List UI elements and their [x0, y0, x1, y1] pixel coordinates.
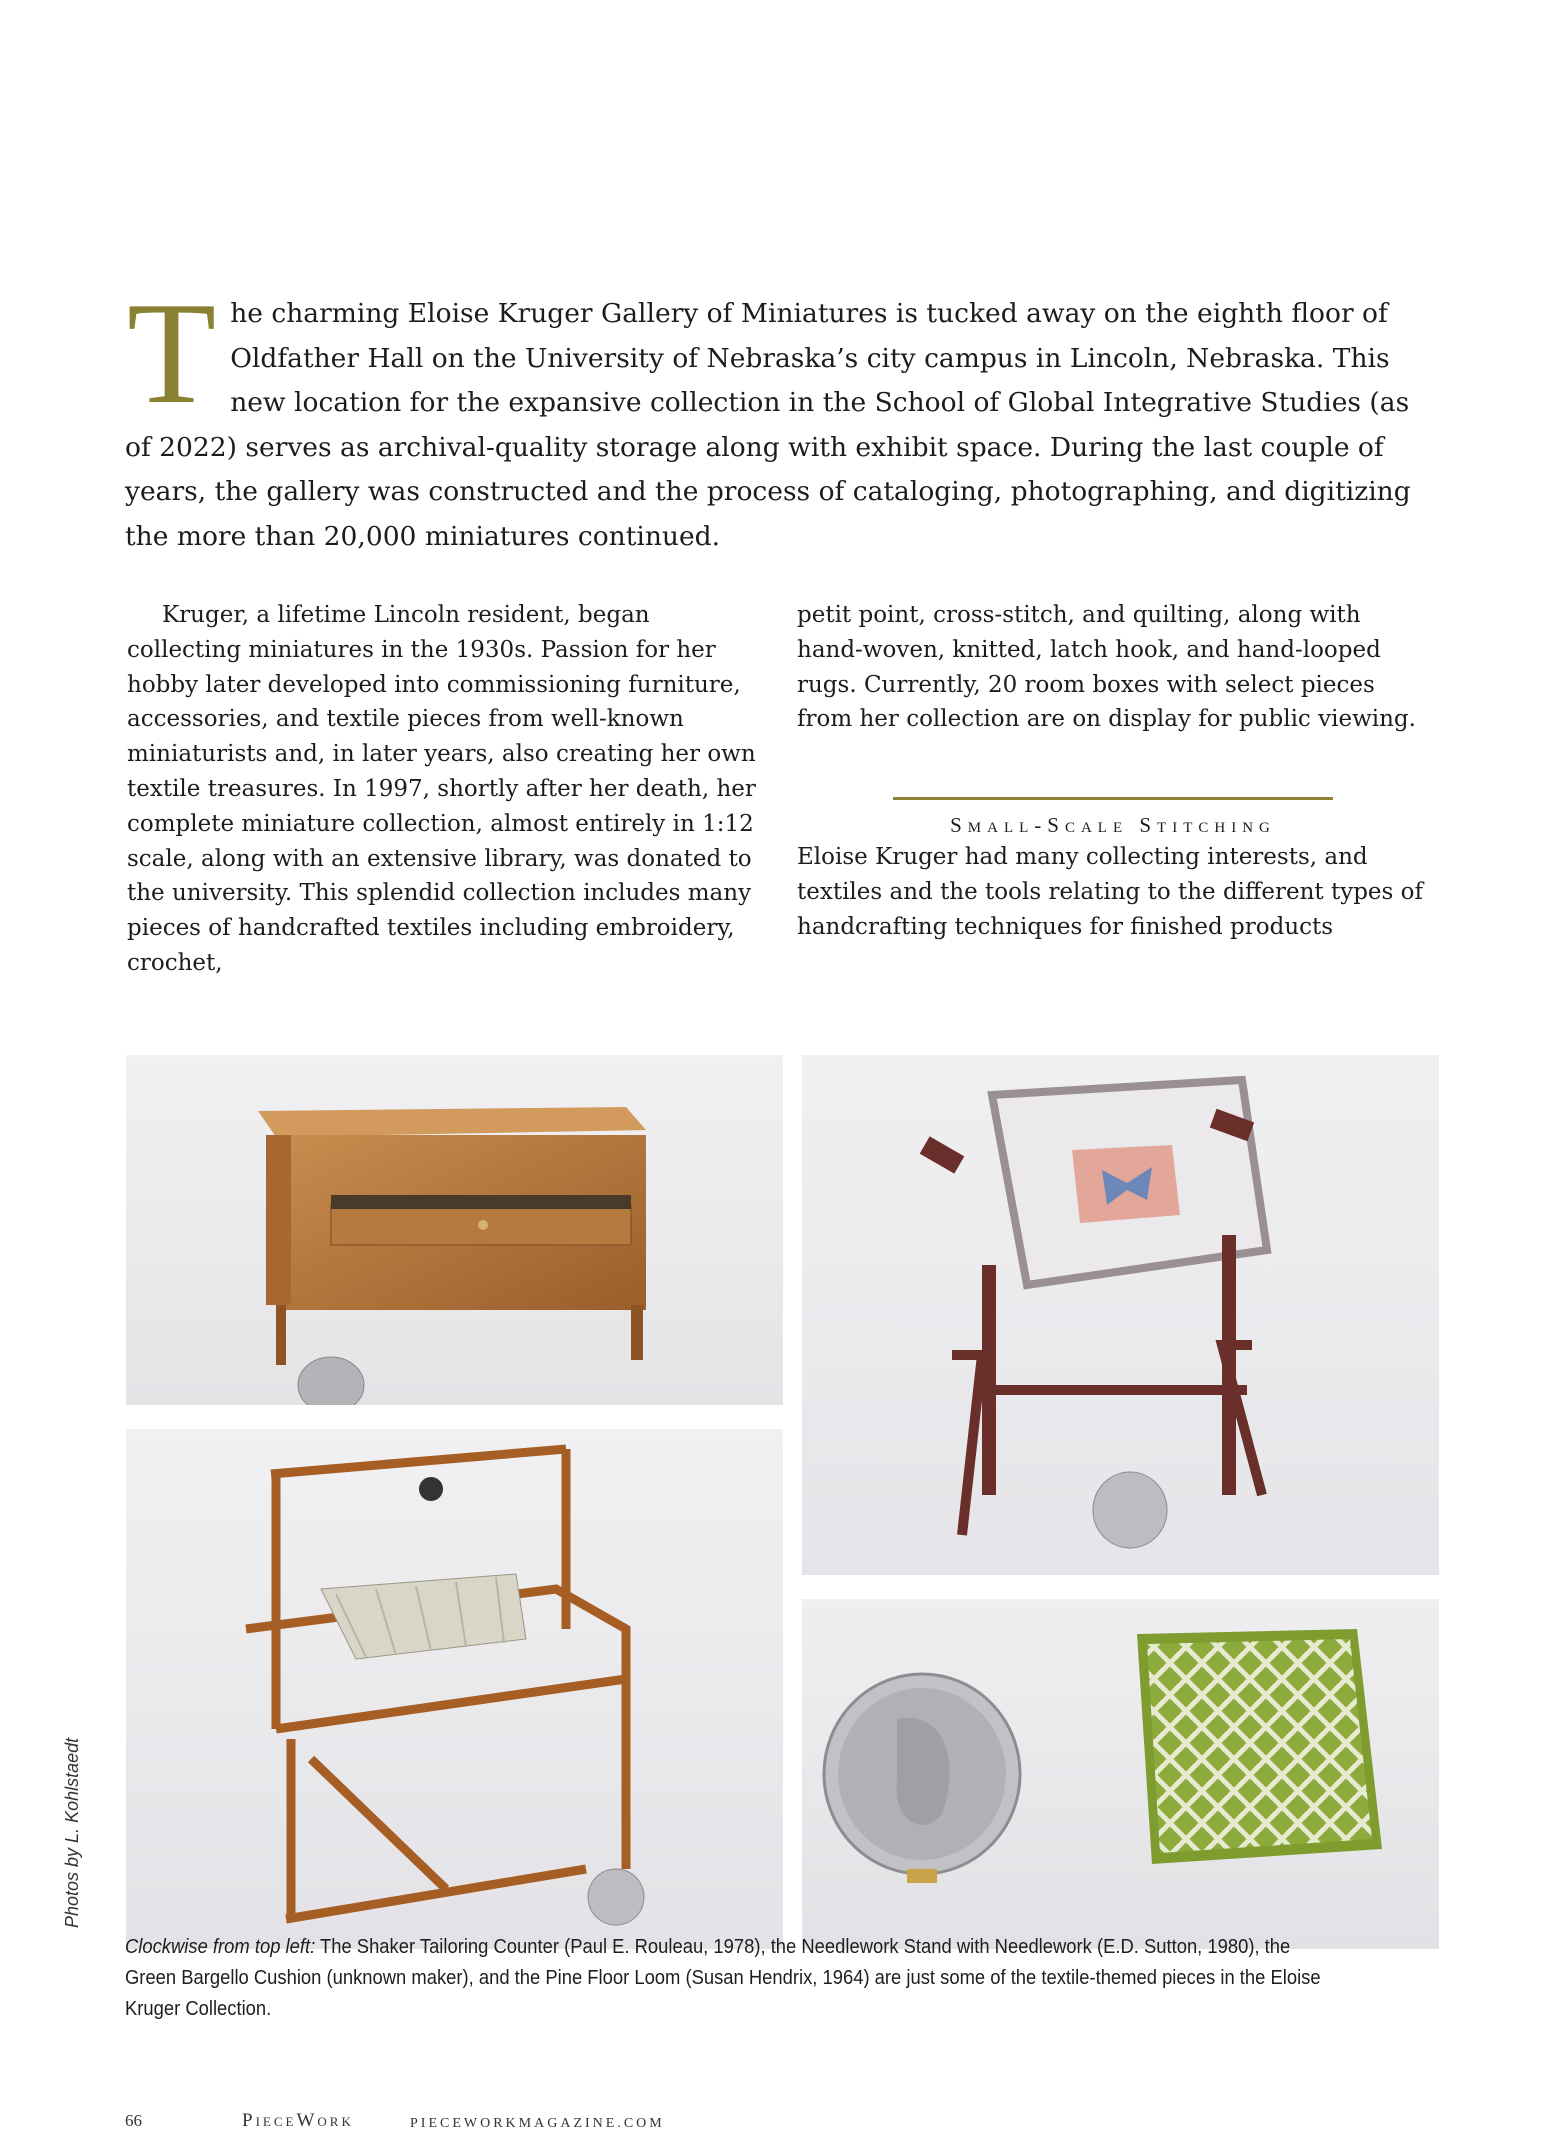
page-number: 66: [125, 2111, 142, 2130]
caption-lead: Clockwise from top left:: [125, 1936, 316, 1958]
drop-cap: T: [127, 272, 217, 434]
section-rule: [893, 797, 1333, 800]
photo-shaker-tailoring-counter: [126, 1055, 783, 1405]
section-subhead: Small-Scale Stitching: [950, 813, 1276, 837]
magazine-url: PIECEWORKMAGAZINE.COM: [410, 2116, 665, 2131]
photo-caption: [125, 1932, 1321, 2025]
body-left-column: Kruger, a lifetime Lincoln resident, began collecting miniatures in the 1930s. Passion for her hobby later developed into commissioning furniture, accessories, and textile pieces from well-known miniaturists and, in later years, also creating her own textile treasures. In 1997, shortly after her death, her complete miniature collection, almost entirely in 1:12 scale, along with an extensive library, was donated to the university. This splendid collection includes many pieces of handcrafted textiles including embroidery, crochet,: [127, 602, 756, 976]
photo-green-bargello-cushion: [802, 1599, 1439, 1949]
photo-pine-floor-loom: [126, 1429, 783, 1949]
intro-text: he charming Eloise Kruger Gallery of Miniatures is tucked away on the eighth floor of Oldfather Hall on the University of Nebraska’s city campus in Lincoln, Nebraska. This new location for the expansive collection in the School of Global Integrative Studies (as of 2022) serves as archival-quality storage along with exhibit space. During the last couple of years, the gallery was constructed and the process of cataloging, photographing, and digitizing the more than 20,000 miniatures continued.: [125, 298, 1411, 552]
body-right-column-bottom: Eloise Kruger had many collecting interests, and textiles and the tools relating to the different types of handcrafting techniques for finished products: [797, 844, 1423, 940]
body-right-column-top: petit point, cross-stitch, and quilting, along with hand-woven, knitted, latch hook, and hand-looped rugs. Currently, 20 room boxes with select pieces from her collection are on display for public viewing.: [797, 602, 1416, 733]
intro-paragraph: [125, 272, 1415, 559]
photo-credit: Photos by L. Kohlstaedt: [62, 1737, 82, 1928]
magazine-name: PieceWork: [242, 2110, 354, 2131]
photo-needlework-stand: [802, 1055, 1439, 1575]
caption-text: The Shaker Tailoring Counter (Paul E. Rouleau, 1978), the Needlework Stand with Needlework (E.D. Sutton, 1980), the Green Bargello Cushion (unknown maker), and the Pine Floor Loom (Susan Hendrix, 1964) are just some of the textile-themed pieces in the Eloise Kruger Collection.: [125, 1936, 1321, 2020]
